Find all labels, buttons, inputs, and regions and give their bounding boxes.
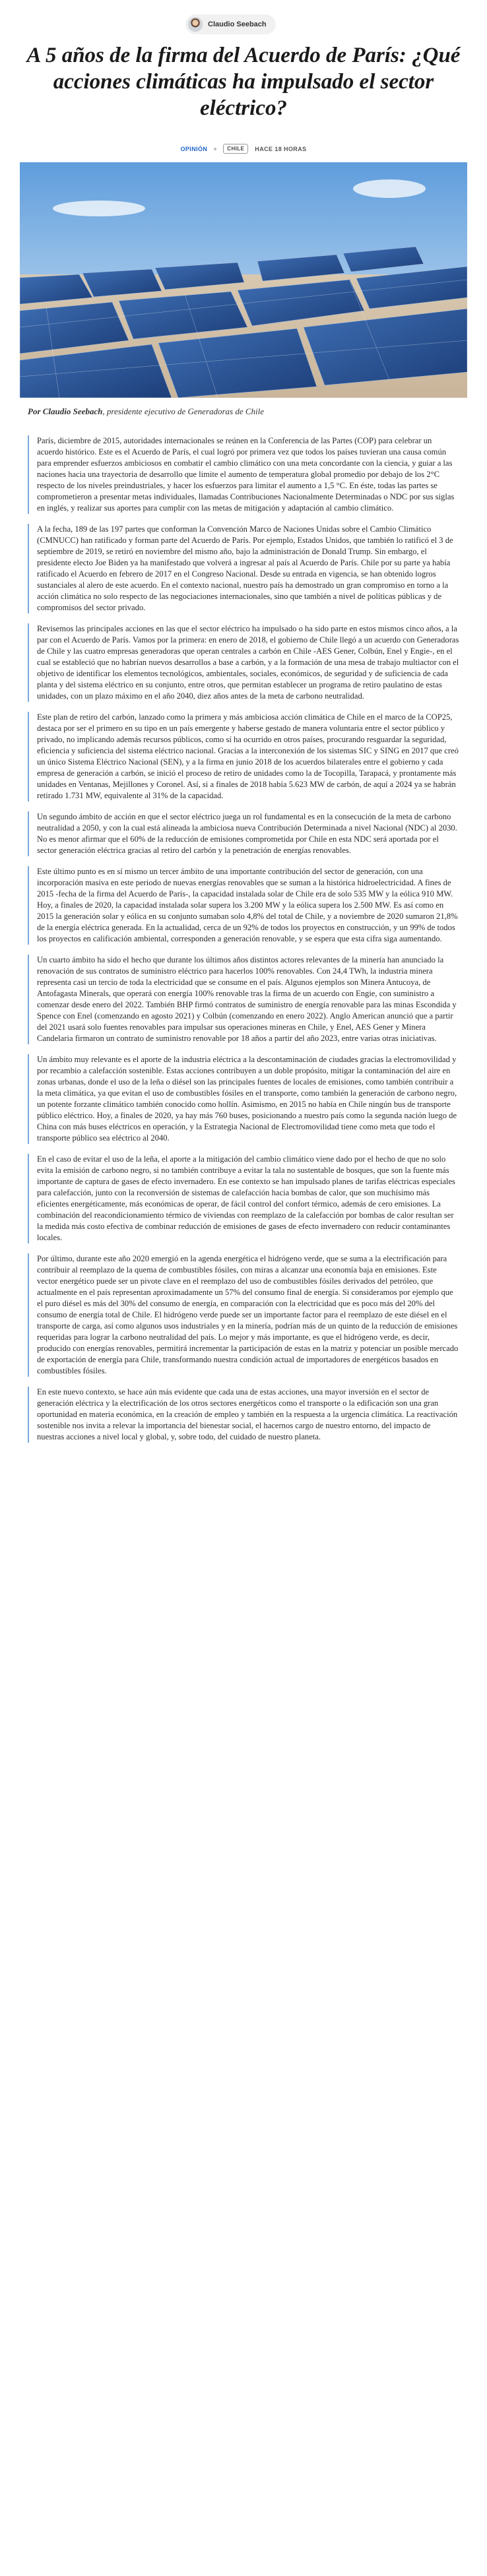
article-meta	[0, 144, 487, 154]
author-avatar	[188, 17, 203, 32]
article-headline: A 5 años de la firma del Acuerdo de París: ¿Qué acciones climáticas ha impulsado el sector eléctrico?	[26, 44, 461, 120]
hero-image	[20, 162, 467, 398]
country-badge[interactable]: CHILE	[223, 144, 248, 154]
body-paragraph: París, diciembre de 2015, autoridades internacionales se reúnen en la Conferencia de las Partes (COP) para celebrar un acuerdo histórico. Este es el Acuerdo de París, el cual logró por primera vez que todos los países tuvieran una causa común para emprender esfuerzos ambiciosos en combatir el cambio climático con una meta concordante con la ciencia, y guiar a las naciones hacia una trayectoria de desarrollo que limite el aumento de temperatura global promedio por debajo de los 2°C respecto de los niveles preindustriales, y hacer los esfuerzos para limitar el aumento a 1,5 °C. En éste, todas las partes se comprometieron a presentar metas individuales, llamadas Contribuciones Nacionalmente Determinadas o NDC por sus siglas en inglés, y realizar sus aportes para cumplir con las metas de mitigación y adaptación al cambio climático.	[28, 435, 459, 514]
body-paragraph: Este plan de retiro del carbón, lanzado como la primera y más ambiciosa acción climática de Chile en el marco de la COP25, destaca por ser el primero en su tipo en un país emergente y haberse gestado de manera voluntaria entre el sector público y privado, no implicando además recursos públicos, como sí ha ocurrido en otros países, procurando resguardar la seguridad, eficiencia y suficiencia del sistema eléctrico nacional. Gracias a la interconexión de los sistemas SIC y SING en 2017 que creó un único Sistema Eléctrico Nacional (SEN), y a la firma en junio 2018 de los acuerdos bilaterales entre el gobierno y cada empresa de generación a carbón, se inició el proceso de retiro de unidades como la de Tocopilla, Tarapacá, y prontamente más unidades en Ventanas, Mejillones y Coronel. Así, si a finales de 2018 había 5.623 MW de carbón, de aquí a 2024 ya se habrán retirado 1.731 MW, equivalente al 31% de la capacidad.	[28, 712, 459, 801]
section-link[interactable]: OPINIÓN	[180, 145, 208, 152]
publish-time: HACE 18 HORAS	[255, 145, 307, 152]
image-caption	[28, 406, 459, 417]
body-paragraph: Este último punto es en sí mismo un tercer ámbito de una importante contribución del sector de generación, con una incorporación masiva en este periodo de nuevas energías renovables que se suman a la histórica hidroelectricidad. A fines de 2015 -fecha de la firma del Acuerdo de París-, la capacidad instalada solar de Chile era de solo 535 MW y la eólica 910 MW. Hoy, a finales de 2020, la capacidad instalada solar supera los 3.200 MW y la eólica supera los 2.500 MW. Es así como en 2015 la generación solar y eólica en su conjunto sumaban solo 4,8% del total de Chile, y a noviembre de 2020 sumaron 21,8% de la energía eléctrica generada. En la actualidad, cerca de un 92% de todos los proyectos en construcción, y un 99% de todos los proyectos en calificación ambiental, corresponden a generación renovable, y se espera que esta cifra siga aumentando.	[28, 866, 459, 945]
solar-panels-illustration	[20, 162, 467, 398]
separator-dot	[214, 148, 216, 150]
caption-author: Por Claudio Seebach	[28, 406, 103, 416]
body-paragraph: A la fecha, 189 de las 197 partes que conforman la Convención Marco de Naciones Unidas sobre el Cambio Climático (CMNUCC) han ratificado y forman parte del Acuerdo de París. Por ejemplo, Estados Unidos, que también lo ratificó el 3 de septiembre de 2019, se retiró en noviembre del mismo año, bajo la administración de Donald Trump. Sin embargo, el presidente electo Joe Biden ya ha manifestado que volverá a ingresar al país al Acuerdo de París. Chile por su parte ya había ratificado el Acuerdo en febrero de 2017 en el Congreso Nacional. Desde su entrada en vigencia, se han obtenido logros sustanciales al alero de este acuerdo. En el contexto nacional, nuestro país ha demostrado un gran compromiso en torno a la acción climática no solo respecto de las negociaciones internacionales, sino que también a nivel de políticas públicas y de compromisos del sector privado.	[28, 524, 459, 613]
body-paragraph: Un segundo ámbito de acción en que el sector eléctrico juega un rol fundamental es en la consecución de la meta de carbono neutralidad a 2050, y con la cual está alineada la ambiciosa nueva Contribución Determinada a nivel Nacional (NDC) al 2030. No es menor afirmar que el 60% de la reducción de emisiones comprometida por Chile en esta NDC será aportada por el sector generación eléctrica gracias al retiro del carbón y la penetración de energías renovables.	[28, 811, 459, 856]
body-paragraph: Un ámbito muy relevante es el aporte de la industria eléctrica a la descontaminación de ciudades gracias la electromovilidad y por recambio a calefacción sostenible. Estas acciones contribuyen a un doble propósito, mitigar la contaminación del aire en zonas urbanas, donde el uso de la leña o diésel son las principales fuentes de locales de emisiones, como también contribuir a la meta climática, ya que evitan el uso de combustibles fósiles en el transporte, como también la generación de carbono negro, un potente forzante climático también conocido como hollín. Asimismo, en 2015 no había en Chile ningún bus de transporte público eléctrico. Hoy, a finales de 2020, ya hay más 760 buses, posicionando a nuestro país como la segunda nación luego de China con más buses eléctricos en operación, y la Estrategia Nacional de Electromovilidad tiene como meta que todo el transporte público sea eléctrico al 2040.	[28, 1054, 459, 1144]
body-paragraph: Revisemos las principales acciones en las que el sector eléctrico ha impulsado o ha sido parte en estos mismos cinco años, a la par con el Acuerdo de París. Vamos por la primera: en enero de 2018, el gobierno de Chile llegó a un acuerdo con Generadoras de Chile y las cuatro empresas generadoras que operan centrales a carbón en Chile -AES Gener, Colbún, Enel y Engie-, en el cual se estableció que no habrían nuevos desarrollos a base a carbón, y a la formación de una mesa de trabajo multiactor con el objetivo de identificar los elementos tecnológicos, ambientales, sociales, económicos, de seguridad y de suficiencia de cada planta y del sistema eléctrico en su conjunto, entre otros, que permitan establecer un programa de retiro paulatino de estas unidades, con un plazo máximo en el año 2040, diez años antes de la meta de carbono neutralidad.	[28, 623, 459, 702]
body-paragraph: En este nuevo contexto, se hace aún más evidente que cada una de estas acciones, una mayor inversión en el sector de generación eléctrica y la electrificación de los otros sectores energéticos como el transporte o la edificación son una gran oportunidad en materia económica, en la creación de empleo y también en la respuesta a la urgencia climática. La reactivación sostenible nos invita a relevar la importancia del bienestar social, el hacernos cargo de nuestro entorno, del impacto de nuestras acciones a nivel local y global, y, sobre todo, del cuidado de nuestro planeta.	[28, 1387, 459, 1443]
author-chip[interactable]	[185, 15, 276, 34]
author-name: Claudio Seebach	[208, 20, 267, 28]
body-paragraph: En el caso de evitar el uso de la leña, el aporte a la mitigación del cambio climático viene dado por el hecho de que no solo evita la emisión de carbono negro, si no también contribuye a evitar la tala no sustentable de bosques, que son la fuente más importante de captura de gases de efecto invernadero. En ese contexto se han impulsado planes de tarifas eléctricas especiales para calefacción, junto con la reconversión de sistemas de calefacción hacia bombas de calor, que son muchísimo más eficientes energéticamente, más económicas de operar, de fácil control del confort térmico, además de cero emisiones. La combinación del reacondicionamiento térmico de viviendas con reemplazo de la calefacción por bombas de calor resultan ser la medida más costo efectiva de combinar reducción de emisiones de gases de efecto invernadero con reducir contaminantes locales.	[28, 1154, 459, 1243]
caption-role: , presidente ejecutivo de Generadoras de Chile	[102, 406, 265, 416]
article-body	[28, 435, 459, 1453]
body-paragraph: Por último, durante este año 2020 emergió en la agenda energética el hidrógeno verde, que se suma a la electrificación para contribuir al reemplazo de la quema de combustibles fósiles, con miras a alcanzar una economía baja en emisiones. Este vector energético puede ser un pivote clave en el reemplazo del uso de combustibles fósiles derivados del petróleo, que actualmente en el país representan aproximadamente un 57% del consumo final de energía. Si consideramos por ejemplo que el puro diésel es más del 30% del consumo de energía, en comparación con la electricidad que es poco más del 20% del consumo de energía total de Chile. El hidrógeno verde puede ser un importante factor para el reemplazo de este diésel en el transporte de carga, así como algunos usos industriales y en la minería, podrían más de un quinto de la reducción de emisiones requeridas para lograr la carbono neutralidad del país. Lo mejor y más importante, es que el hidrógeno verde, es decir, producido con energías renovables, permitirá incrementar la participación de estas en la matriz y potenciar un posible mercado de exportación de energía para Chile, transformando nuestra condición actual de importadores de energéticos basados en combustibles fósiles.	[28, 1253, 459, 1377]
body-paragraph: Un cuarto ámbito ha sido el hecho que durante los últimos años distintos actores relevantes de la minería han anunciado la renovación de sus contratos de suministro eléctrico para hacerlos 100% renovables. Con 24,4 TWh, la industria minera representa casi un tercio de toda la electricidad que se consume en el país. Algunos ejemplos son Minera Antucoya, de Antofagasta Minerals, que operará con energía 100% renovable tras la firma de un acuerdo con Engie, con suministro a comenzar desde enero del 2022. También BHP firmó contratos de suministro de energía renovable para las minas Escondida y Spence con Enel (comenzando en agosto 2021) y Colbún (comenzando en enero 2022). Anglo American anunció que a partir del 2021 usará solo fuentes renovables para impulsar sus operaciones mineras en Chile, y Enel, AES Gener y Minera Candelaria firmaron un contrato de suministro renovable por 18 años a partir del año 2023, entre varias otras iniciativas.	[28, 955, 459, 1044]
